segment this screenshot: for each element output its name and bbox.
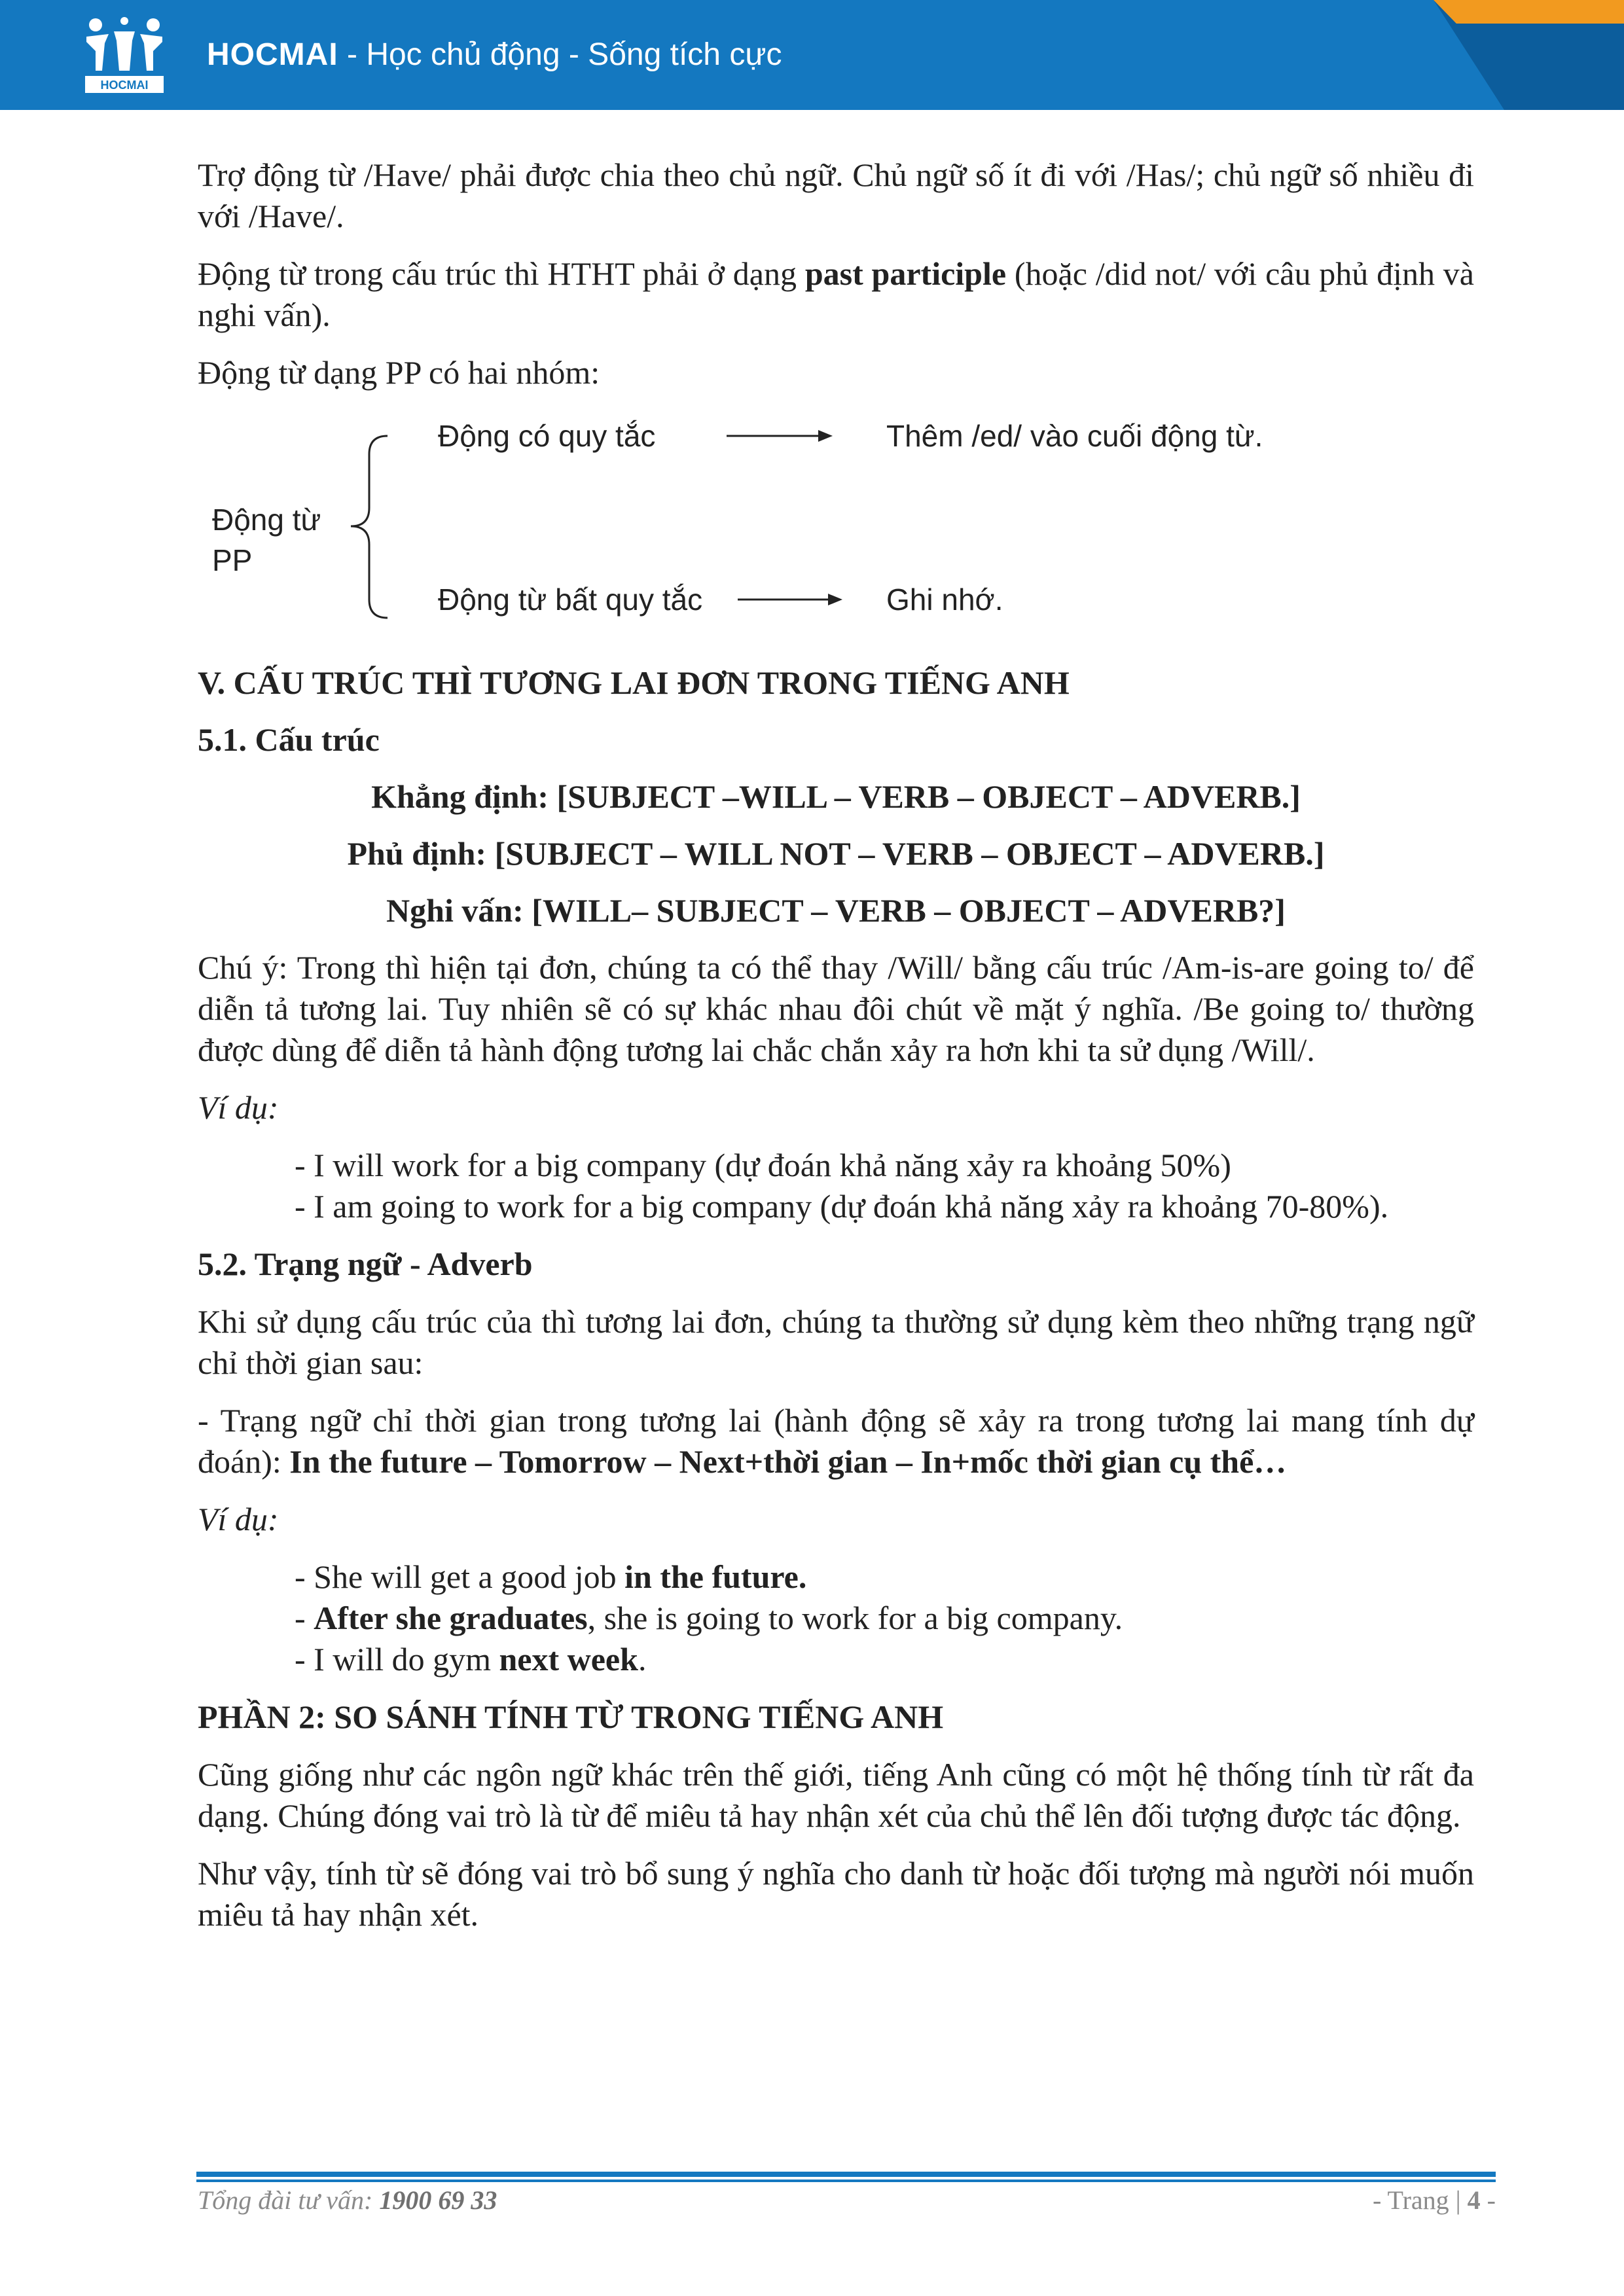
paragraph-have-rule: Trợ động từ /Have/ phải được chia theo chủ ngữ. Chủ ngữ số ít đi với /Has/; chủ ngữ số nhiều đi với /Have/. (198, 156, 1474, 234)
arrow-right-icon-2 (738, 594, 842, 605)
example-future: - She will get a good job in the future. (295, 1558, 807, 1595)
brand-separator: - (338, 37, 367, 72)
paragraph-pp-groups: Động từ dạng PP có hai nhóm: (198, 354, 600, 391)
bold-past-participle: past participle (804, 255, 1007, 292)
heading-5-1: 5.1. Cấu trúc (198, 721, 380, 758)
paragraph-adjectives-1: Cũng giống như các ngôn ngữ khác trên thế giới, tiếng Anh cũng có một hệ thống tính từ rất đa dạng. Chúng đóng vai trò là từ để miêu tả hay nhận xét của chủ thể lên đối tượng được tác động. (198, 1756, 1474, 1834)
footer-hotline: Tổng đài tư vấn: 1900 69 33 (198, 2185, 497, 2215)
diagram-root-line1: Động từ (212, 503, 321, 537)
svg-text:HOCMAI: HOCMAI (100, 79, 149, 92)
diagram-branch-regular: Động có quy tắc (438, 419, 656, 453)
hocmai-logo-icon (82, 17, 166, 94)
pp-verb-diagram (198, 410, 1474, 645)
arrow-right-icon-1 (727, 430, 833, 442)
example-graduates: - After she graduates, she is going to work for a big company. (295, 1600, 1123, 1636)
example-going-to: - I am going to work for a big company (dự đoán khả năng xảy ra khoảng 70-80%). (295, 1188, 1389, 1225)
example-label-2: Ví dụ: (198, 1501, 279, 1537)
header-orange-accent (1434, 0, 1624, 24)
formula-negative: Phủ định: [SUBJECT – WILL NOT – VERB – OBJECT – ADVERB.] (347, 835, 1325, 872)
paragraph-past-participle: Động từ trong cấu trúc thì HTHT phải ở dạng past participle (hoặc /did not/ với câu phủ định và nghi vấn). (198, 255, 1474, 333)
example-label-1: Ví dụ: (198, 1089, 279, 1126)
brand-slogan: Học chủ động - Sống tích cực (366, 37, 782, 72)
diagram-branch-irregular: Động từ bất quy tắc (438, 583, 703, 617)
heading-5-2: 5.2. Trạng ngữ - Adverb (198, 1246, 533, 1282)
footer-rule-thick (196, 2172, 1496, 2177)
curly-brace-shape (351, 436, 388, 618)
brand-name: HOCMAI (207, 37, 338, 72)
paragraph-adjectives-2: Như vậy, tính từ sẽ đóng vai trò bổ sung ý nghĩa cho danh từ hoặc đối tượng mà người nói muốn miêu tả hay nhận xét. (198, 1855, 1474, 1933)
example-gym: - I will do gym next week. (295, 1641, 647, 1677)
paragraph-time-adverbs: - Trạng ngữ chỉ thời gian trong tương lai (hành động sẽ xảy ra trong tương lai mang tính dự đoán): In the future – Tomorrow – Next+thời gian – In+mốc thời gian cụ thể… (198, 1402, 1474, 1480)
page-number: 4 (1467, 2185, 1481, 2215)
diagram-result-irregular: Ghi nhớ. (886, 583, 1003, 617)
header-bar (0, 0, 1624, 110)
paragraph-note: Chú ý: Trong thì hiện tại đơn, chúng ta có thể thay /Will/ bằng cấu trúc /Am-is-are going to/ để diễn tả tương lai. Tuy nhiên sẽ có sự khác nhau đôi chút về mặt ý nghĩa. /Be going to/ thường được dùng để diễn tả hành động tương lai chắc chắn xảy ra hơn khi ta sử dụng /Will/. (198, 949, 1474, 1068)
header-brand (207, 37, 782, 73)
document-body (198, 154, 1474, 1952)
diagram-result-regular: Thêm /ed/ vào cuối động từ. (886, 419, 1263, 453)
formula-question: Nghi vấn: [WILL– SUBJECT – VERB – OBJECT – ADVERB?] (386, 892, 1286, 929)
heading-section-v: V. CẤU TRÚC THÌ TƯƠNG LAI ĐƠN TRONG TIẾNG ANH (198, 664, 1070, 701)
formula-affirmative: Khẳng định: [SUBJECT –WILL – VERB – OBJECT – ADVERB.] (371, 778, 1301, 815)
diagram-root-line2: PP (212, 543, 253, 577)
hotline-number: 1900 69 33 (379, 2185, 497, 2215)
bold-time-adverbs: In the future – Tomorrow – Next+thời gian – In+mốc thời gian cụ thể… (289, 1443, 1287, 1480)
paragraph-adverb-intro: Khi sử dụng cấu trúc của thì tương lai đơn, chúng ta thường sử dụng kèm theo những trạng ngữ chỉ thời gian sau: (198, 1303, 1474, 1381)
heading-part-2: PHẦN 2: SO SÁNH TÍNH TỪ TRONG TIẾNG ANH (198, 1698, 944, 1735)
footer-page-number: - Trang | 4 - (1372, 2185, 1496, 2215)
diagram-lines (198, 410, 1474, 645)
footer-rule-thin (196, 2179, 1496, 2182)
example-will: - I will work for a big company (dự đoán khả năng xảy ra khoảng 50%) (295, 1147, 1231, 1183)
